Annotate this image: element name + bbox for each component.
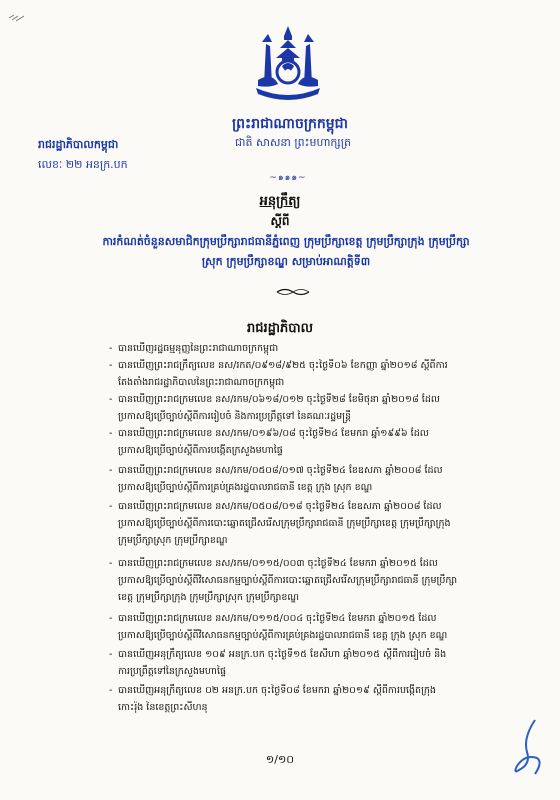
page-number: ១/១០ xyxy=(265,753,295,766)
preamble-item: - បានឃើញព្រះរាជក្រមលេខ នស/រកម/០១១៥/០០៤ ចុះថ្ងៃទី២៤ ខែមករា ឆ្នាំ២០១៥ ដែលប្រកាសឱ្យប្រើច្បាប់ស្ដីពីវិសោធនកម្មច្បាប់ស្ដីពីការគ្រប់គ្រងរដ្ឋបាលរាជធានី ខេត្ត ក្រុង ស្រុក ខណ្ឌ xyxy=(109,613,448,641)
about-label: ស្ដីពី xyxy=(270,214,290,228)
preamble-item: - បានឃើញព្រះរាជក្រមលេខ នស/រកម/០១៩៦/០៨ ចុះថ្ងៃទី២៤ ខែមករា ឆ្នាំ១៩៩៦ ដែលប្រកាសឱ្យប្រើច្បាប់ស្ដីពីការបង្កើតក្រសួងមហាផ្ទៃ xyxy=(109,428,429,456)
decree-subject: ការកំណត់ចំនួនសមាជិកក្រុមប្រឹក្សារាជធានីភ្នំពេញ ក្រុមប្រឹក្សាខេត្ត ក្រុមប្រឹក្សាក្រុង ក្រុមប្រឹក្សាស្រុក ក្រុមប្រឹក្សាខណ្ឌ សម្រាប់អាណត្តិទី៣ xyxy=(102,235,470,268)
preamble-item: - បានឃើញព្រះរាជក្រមលេខ នស/រកម/០៥០៨/០១៨ ចុះថ្ងៃទី២៤ ខែឧសភា ឆ្នាំ២០០៨ ដែលប្រកាសឱ្យប្រើច្បាប់ស្ដីពីការបោះឆ្នោតជ្រើសរើសក្រុមប្រឹក្សារាជធានី ក្រុមប្រឹក្សាខេត្ត ក្រុមប្រឹក្សាក្រុង ក្រុមប្រឹក្សាស្រុក ក្រុមប្រឹក្សាខណ្ឌ xyxy=(109,501,451,546)
preamble-item: - បានឃើញព្រះរាជក្រមលេខ នស/រកម/០៦១៨/០១២ ចុះថ្ងៃទី២៨ ខែមិថុនា ឆ្នាំ២០១៨ ដែលប្រកាសឱ្យប្រើច្បាប់ស្ដីពីការរៀបចំ និងការប្រព្រឹត្តទៅ នៃគណៈរដ្ឋមន្ត្រី xyxy=(109,394,440,422)
punch-mark-icon xyxy=(8,14,26,22)
preamble-item: - បានឃើញព្រះរាជក្រឹត្យលេខ នស/រកត/០៩១៨/៩២៥ ចុះថ្ងៃទី០៦ ខែកញ្ញា ឆ្នាំ២០១៨ ស្ដីពីការតែងតាំងរាជរដ្ឋាភិបាលនៃព្រះរាជាណាចក្រកម្ពុជា xyxy=(109,360,448,388)
reference-number: លេខៈ ២២ អនក្រ.បក xyxy=(38,158,128,171)
preamble-item: - បានឃើញព្រះរាជក្រមលេខ នស/រកម/០៥០៨/០១៧ ចុះថ្ងៃទី២៤ ខែឧសភា ឆ្នាំ២០០៨ ដែលប្រកាសឱ្យប្រើច្បាប់ស្ដីពីការគ្រប់គ្រងរដ្ឋបាលរាជធានី ខេត្ត ក្រុង ស្រុក ខណ្ឌ xyxy=(109,465,443,493)
preamble-item: - បានឃើញអនុក្រឹត្យលេខ ១០៩ អនក្រ.បក ចុះថ្ងៃទី១៥ ខែសីហា ឆ្នាំ២០១៥ ស្ដីពីការរៀបចំ និងការប្រព្រឹត្តទៅនៃក្រសួងមហាផ្ទៃ xyxy=(109,649,447,677)
document-type: អនុក្រឹត្យ xyxy=(259,194,301,209)
national-motto: ជាតិ សាសនា ព្រះមហាក្សត្រ xyxy=(235,136,351,149)
royal-coat-of-arms-icon xyxy=(248,22,328,104)
preamble-item: - បានឃើញអនុក្រឹត្យលេខ ០២ អនក្រ.បក ចុះថ្ងៃទី០៨ ខែមករា ឆ្នាំ២០១៩ ស្ដីពីការបង្កើតក្រុងកោះរ៉ុង នៃខេត្តព្រះសីហនុ xyxy=(109,685,436,713)
issuing-government: រាជរដ្ឋាភិបាលកម្ពុជា xyxy=(38,138,119,151)
preamble-item: - បានឃើញព្រះរាជក្រមលេខ នស/រកម/០១១៥/០០៣ ចុះថ្ងៃទី២៤ ខែមករា ឆ្នាំ២០១៥ ដែលប្រកាសឱ្យប្រើច្បាប់ស្ដីពីវិសោធនកម្មច្បាប់ស្ដីពីការបោះឆ្នោតជ្រើសរើសក្រុមប្រឹក្សារាជធានី ក្រុមប្រឹក្សាខេត្ត ក្រុមប្រឹក្សាក្រុង ក្រុមប្រឹក្សាស្រុក ក្រុមប្រឹក្សាខណ្ឌ xyxy=(109,558,458,603)
preamble-item: - បានឃើញរដ្ឋធម្មនុញ្ញនៃព្រះរាជាណាចក្រកម្ពុជា xyxy=(109,343,279,354)
signature-mark-icon xyxy=(505,718,545,778)
ornament-divider-icon xyxy=(276,286,310,298)
motto-ornament: ~๑๑๑~ xyxy=(269,173,307,183)
kingdom-name: ព្រះរាជាណាចក្រកម្ពុជា xyxy=(231,116,348,132)
section-title: រាជរដ្ឋាភិបាល xyxy=(246,321,313,336)
